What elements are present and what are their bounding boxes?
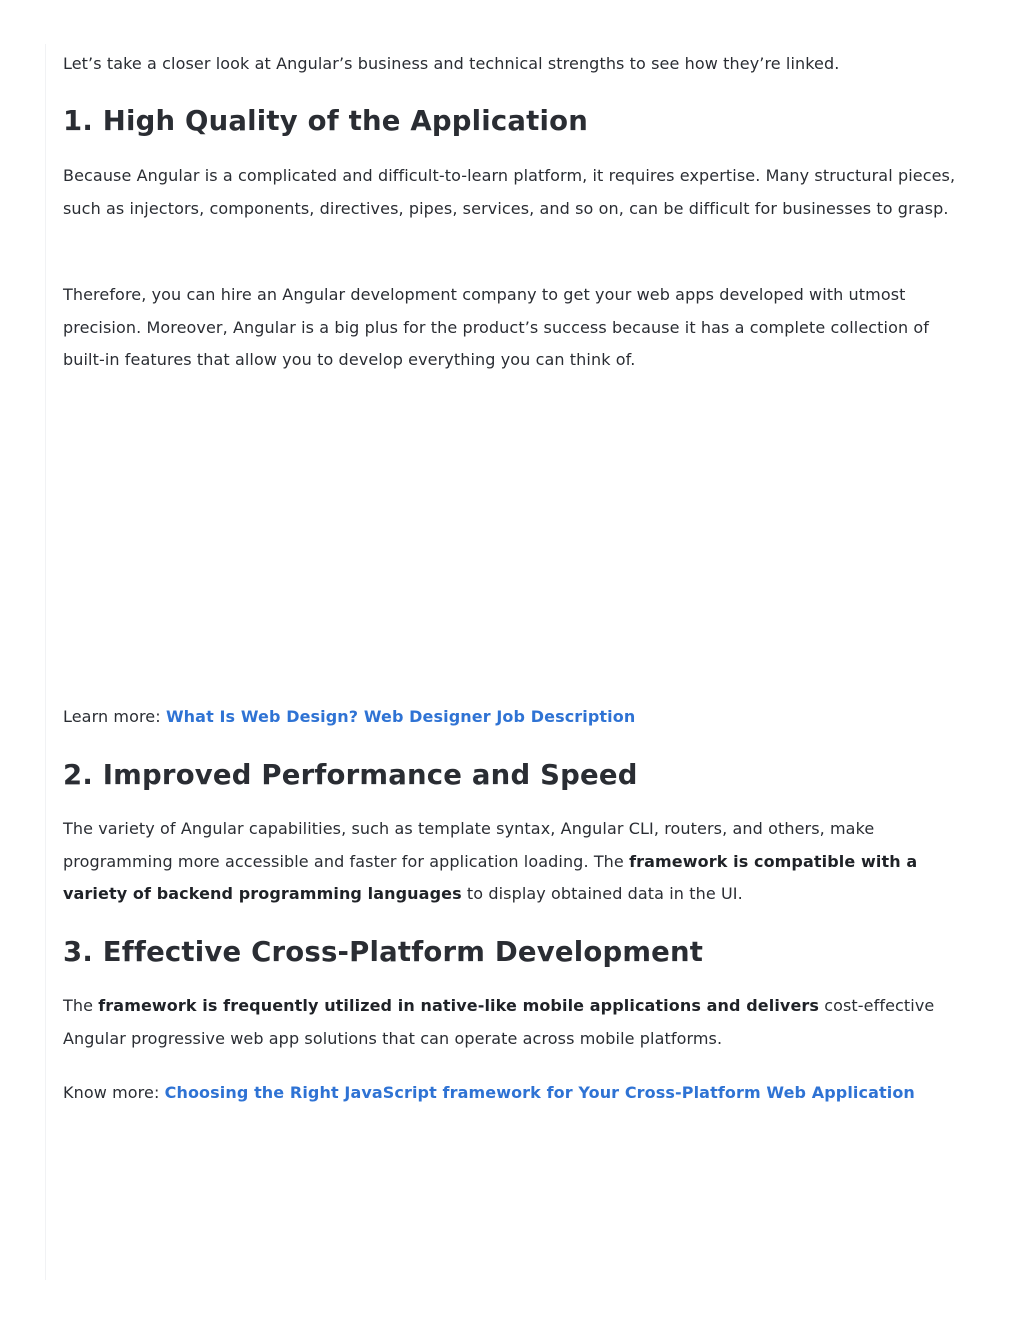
section3-bold-text: framework is frequently utilized in native-like mobile applications and delivers <box>98 996 820 1015</box>
section3-heading: 3. Effective Cross-Platform Development <box>63 936 704 968</box>
section2-bold-text: framework is compatible with a variety of backend programming languages <box>63 851 918 903</box>
know-more-line <box>63 1077 968 1110</box>
section1-paragraph-2: Therefore, you can hire an Angular development company to get your web apps developed with utmost precision. Moreover, Angular is a big plus for the product’s success because it has a complete collection of built-in features that allow you to develop everything you can think of. <box>63 285 930 369</box>
section2-heading: 2. Improved Performance and Speed <box>63 759 638 791</box>
know-more-label: Know more: <box>63 1083 165 1102</box>
section2-text-end: to display obtained data in the UI. <box>461 884 743 903</box>
section3-text-end: cost-effective Angular progressive web app solutions that can operate across mobile platforms. <box>63 996 935 1048</box>
learn-more-line <box>63 701 968 734</box>
section3-text-start: The <box>63 996 99 1015</box>
section1-paragraph-1: Because Angular is a complicated and difficult-to-learn platform, it requires expertise. Many structural pieces, such as injectors, components, directives, pipes, services, and so on, can be difficult for businesses to grasp. <box>63 166 956 218</box>
section2-paragraph <box>63 813 968 911</box>
web-design-article-link[interactable]: What Is Web Design? Web Designer Job Description <box>165 707 636 726</box>
section3-paragraph <box>63 990 968 1055</box>
section1-heading: 1. High Quality of the Application <box>63 105 589 137</box>
section2-text-start: The variety of Angular capabilities, such as template syntax, Angular CLI, routers, and others, make programming more accessible and faster for application loading. The <box>63 819 875 871</box>
intro-paragraph: Let’s take a closer look at Angular’s business and technical strengths to see how they’re linked. <box>63 54 840 73</box>
learn-more-label: Learn more: <box>63 707 166 726</box>
cross-platform-framework-link[interactable]: Choosing the Right JavaScript framework for Your Cross-Platform Web Application <box>164 1083 915 1102</box>
